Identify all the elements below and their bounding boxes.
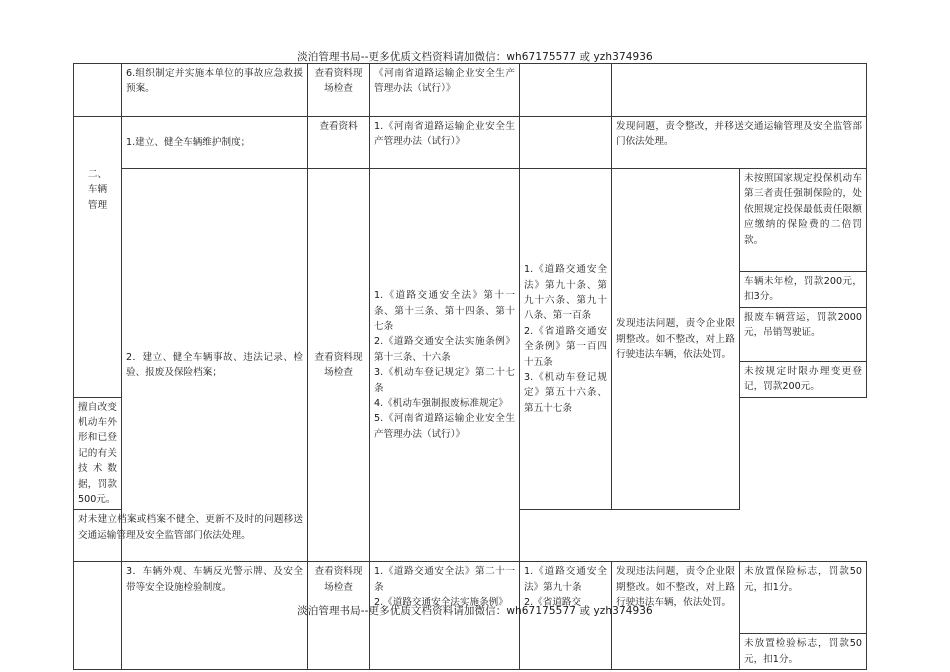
check-method-cell: 查看资料 <box>308 117 370 169</box>
basis-line: 5.《河南省道路运输企业安全生产管理办法（试行）》 <box>374 413 515 440</box>
extra-handling-cell: 对未建立档案或档案不健全、更新不及时的问题移送交通运输管理及安全监管部门依法处理。 <box>74 510 308 562</box>
basis-line: 4.《机动车强制报废标准规定》 <box>374 398 508 410</box>
category-label-1: 车辆 <box>87 184 108 196</box>
check-method-cell: 查看资料现场检查 <box>308 169 370 562</box>
penalty-basis-line: 2.《省道路交通安全条例》第一百四十五条 <box>524 325 607 368</box>
legal-basis-cell: 1.《河南省道路运输企业安全生产管理办法（试行）》 <box>370 117 520 169</box>
category-number: 二、 <box>87 169 108 180</box>
basis-line: 2.《道路交通安全法实施条例》第十三条、十六条 <box>374 336 515 363</box>
handling-cell: 发现违法问题，责令企业限期整改。如不整改，对上路行驶违法车辆，依法处罚。 <box>612 169 740 510</box>
penalty-detail-cell: 未按照国家规定投保机动车第三者责任强制保险的，处依照规定投保最低责任限额应缴纳的保险费的二倍罚款。 <box>740 169 867 272</box>
category-cell <box>74 117 122 398</box>
handling-cell <box>612 64 867 117</box>
table-row <box>74 64 867 117</box>
check-method-cell: 查看资料现场检查 <box>308 562 370 670</box>
basis-line: 2.《道路交通安全法实施条例》 <box>374 597 508 609</box>
table-row <box>74 562 867 634</box>
inspection-item-cell: 2．建立、健全车辆事故、违法记录、检验、报废及保险档案； <box>122 169 308 562</box>
basis-line: 1.《道路交通安全法》第十一条、第十三条、第十四条、第十七条 <box>374 290 515 333</box>
penalty-basis-line: 1.《道路交通安全法》第九十条 <box>524 566 607 593</box>
check-method-cell: 查看资料现场检查 <box>308 64 370 117</box>
penalty-detail-cell: 报废车辆营运，罚款2000元，吊销驾驶证。 <box>740 307 867 361</box>
page-footer: 淡泊管理书局--更多优质文档资料请加微信：wh67175577 或 yzh374936 <box>297 605 653 617</box>
penalty-basis-cell <box>520 64 612 117</box>
table-row <box>74 117 867 169</box>
penalty-detail-cell: 未按规定时限办理变更登记，罚款200元。 <box>740 361 867 397</box>
table-row <box>74 169 867 272</box>
regulation-table <box>73 63 867 670</box>
category-label-2: 管理 <box>87 199 108 211</box>
penalty-basis-line: 1.《道路交通安全法》第九十条、第九十六条、第九十八条、第一百条 <box>524 264 607 322</box>
inspection-item-cell: 1.建立、健全车辆维护制度； <box>122 117 308 169</box>
legal-basis-cell: 《河南省道路运输企业安全生产管理办法（试行）》 <box>370 64 520 117</box>
penalty-detail-cell: 车辆未年检，罚款200元，扣3分。 <box>740 272 867 308</box>
page-header: 淡泊管理书局--更多优质文档资料请加微信：wh67175577 或 yzh374936 <box>297 51 653 63</box>
penalty-basis-line: 3.《机动车登记规定》第五十六条、第五十七条 <box>524 372 607 414</box>
penalty-basis-line: 2.《省道路交 <box>524 597 582 609</box>
penalty-detail-cell: 未放置检验标志，罚款50元，扣1分。 <box>740 634 867 670</box>
penalty-basis-cell <box>520 169 612 510</box>
penalty-detail-cell: 未放置保险标志，罚款50元，扣1分。 <box>740 562 867 634</box>
handling-cell: 发现问题，责令整改，并移送交通运输管理及安全监管部门依法处理。 <box>612 117 867 169</box>
basis-line: 1.《道路交通安全法》第二十一条 <box>374 566 515 593</box>
legal-basis-cell <box>370 169 520 562</box>
penalty-detail-cell: 擅自改变机动车外形和已登记的有关技术数据，罚款500元。 <box>74 397 122 510</box>
category-cell-empty <box>74 64 122 117</box>
handling-cell: 发现违法问题，责令企业限期整改。如不整改，对上路行驶违法车辆，依法处罚。 <box>612 562 740 670</box>
penalty-basis-cell <box>520 117 612 169</box>
inspection-item-cell: 6.组织制定并实施本单位的事故应急救援预案。 <box>122 64 308 117</box>
basis-line: 3.《机动车登记规定》第二十七条 <box>374 367 515 394</box>
inspection-item-cell: 3．车辆外观、车辆反光警示牌、及安全带等安全设施检验制度。 <box>122 562 308 670</box>
